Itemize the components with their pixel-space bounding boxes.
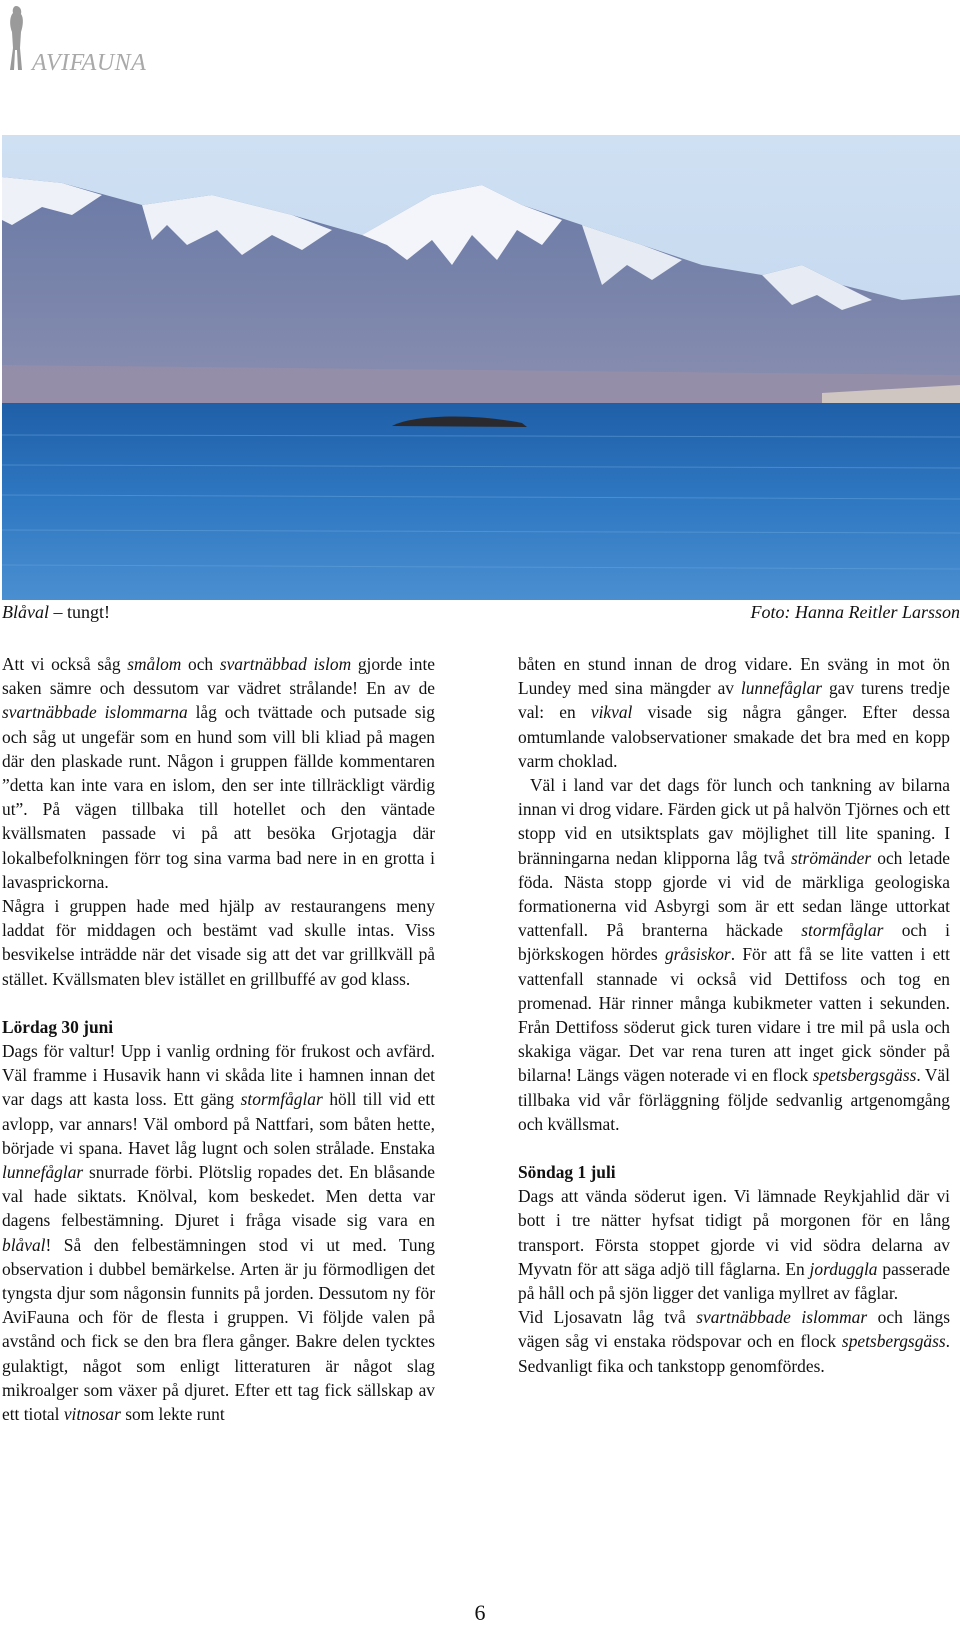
section-heading: Söndag 1 juli: [518, 1162, 616, 1183]
species-name: svartnäbbade islommar: [696, 1307, 868, 1328]
paragraph: båten en stund innan de drog vidare. En sväng in mot ön Lundey med sina mängder av lunnefåglar gav turens tredje val: en vikval visade sig några gånger. Efter dessa omtumlande valobservationer smakade det bra med en kopp varm choklad.: [518, 654, 950, 771]
paragraph: Dags för valtur! Upp i vanlig ordning för frukost och avfärd. Väl framme i Husavik hann vi skåda lite i hamnen innan det var dags att kasta loss. Ett gäng stormfåglar höll till vid ett avlopp, var annars! Väl ombord på Nattfari, som båten hette, började vi spana. Havet låg lugnt och solen strålade. Enstaka lunnefåglar snurrade förbi. Plötslig ropades det. En blåsande val hade siktats. Knölval, kom beskedet. Men detta var dagens felbestämning. Djuret i fråga visade sig vara en blåval! Så den felbestämningen stod vi ut med. Tung observation i dubbel bemärkelse. Arten är ju förmodligen det tyngsta djur som någonsin funnits på jorden. Dessutom ny för AviFauna och för de flesta i gruppen. Vi följde valen på avstånd och fick se den bra flera gånger. Bakre delen tycktes gulaktigt, något som enligt litteraturen är något slag mikroalger som växer på djuret. Efter ett tag fick sällskap av ett tiotal vitnosar som lekte runt: [2, 1041, 435, 1425]
species-name: spetsbergsgäss: [841, 1331, 946, 1352]
photo-credit: Foto: Hanna Reitler Larsson: [750, 602, 960, 622]
paragraph: Vid Ljosavatn låg två svartnäbbade islommar och längs vägen såg vi enstaka rödspovar och en flock spetsbergsgäss. Sedvanligt fika och tankstopp genomfördes.: [518, 1307, 950, 1376]
photo-scene: [2, 135, 960, 600]
paragraph: Väl i land var det dags för lunch och tankning av bilarna innan vi drog vidare. Färden gick ut på halvön Tjörnes och ett stopp vid en utsiktsplats gav möjlighet till lite spaning. I bränningarna nedan klipporna låg två strömänder och letade föda. Nästa stopp gjorde vi vid de märkliga geologiska formationerna vid Asbyrgi som är ett sedan länge uttorkat vattenfall. På branterna häckade stormfåglar och i björkskogen hördes gråsiskor. För att få se lite vatten i ett vattenfall stannade vi också vid Dettifoss och tog en promenad. Här rinner många kubikmeter vatten i sekunden. Från Dettifoss söderut gick turen vidare i tre mil på usla och skakiga vägar. Det var rena turen att inget gick sönder på bilarna! Längs vägen noterade vi en flock spetsbergsgäss. Väl tillbaka vid vår förläggning följde sedvanlig artgenomgång och kvällsmat.: [518, 775, 950, 1134]
page-number: 6: [474, 1600, 486, 1625]
species-name: gråsiskor: [664, 944, 731, 965]
caption-species: Blåval: [2, 602, 49, 622]
species-name: jorduggla: [809, 1258, 878, 1279]
species-name: stormfåglar: [240, 1089, 323, 1110]
whale-photo: [2, 135, 960, 600]
species-name: vikval: [590, 702, 633, 723]
left-column: [2, 652, 435, 1426]
species-name: svartnäbbade islommarna: [2, 702, 188, 723]
species-name: lunnefåglar: [740, 678, 823, 699]
species-name: stormfåglar: [801, 920, 884, 941]
bird-silhouette-icon: [6, 4, 28, 74]
photo-caption: [2, 602, 110, 623]
species-name: vitnosar: [63, 1404, 121, 1425]
avifauna-logo: [2, 4, 202, 76]
species-name: spetsbergsgäss: [812, 1065, 917, 1086]
species-name: svartnäbbad islom: [219, 654, 352, 674]
species-name: blåval: [2, 1234, 46, 1255]
species-name: smålom: [127, 654, 182, 674]
section-heading: Lördag 30 juni: [2, 1016, 114, 1037]
species-name: strömänder: [790, 847, 872, 868]
brand-name: AVIFAUNA: [32, 50, 147, 76]
paragraph: Dags att vända söderut igen. Vi lämnade Reykjahlid där vi bott i tre nätter hyfsat tidigt på morgonen för en lång transport. Första stoppet gjorde vi vid södra delarna av Myvatn för att säga adjö till fåglarna. En jorduggla passerade på håll och på sjön ligger det vanliga myllret av fåglar.: [518, 1186, 950, 1304]
species-name: lunnefåglar: [2, 1162, 84, 1183]
paragraph: Några i gruppen hade med hjälp av restaurangens meny laddat för middagen och bestämt vad skulle intas. Viss besvikelse inträdde när det visade sig att det var grillkväll på stället. Kvällsmaten blev istället en grillbuffé av god klass.: [2, 896, 435, 989]
paragraph: Att vi också såg smålom och svartnäbbad islom gjorde inte saken sämre och dessutom var vädret strålande! En av de svartnäbbade islommarna låg och tvättade och putsade sig och såg ut ungefär som en hund som vill bli kliad på magen där den plaskade runt. Någon i gruppen fällde kommentaren ”detta kan inte vara en islom, den ser inte tillräckligt värdig ut”. På vägen tillbaka till hotellet och den väntade kvällsmaten passade vi på att besöka Grjotagja där lokalbefolkningen förr tog sina varma bad nere in en grotta i lavasprickorna.: [2, 654, 435, 892]
right-column: [518, 652, 950, 1378]
caption-text: – tungt!: [49, 602, 110, 622]
